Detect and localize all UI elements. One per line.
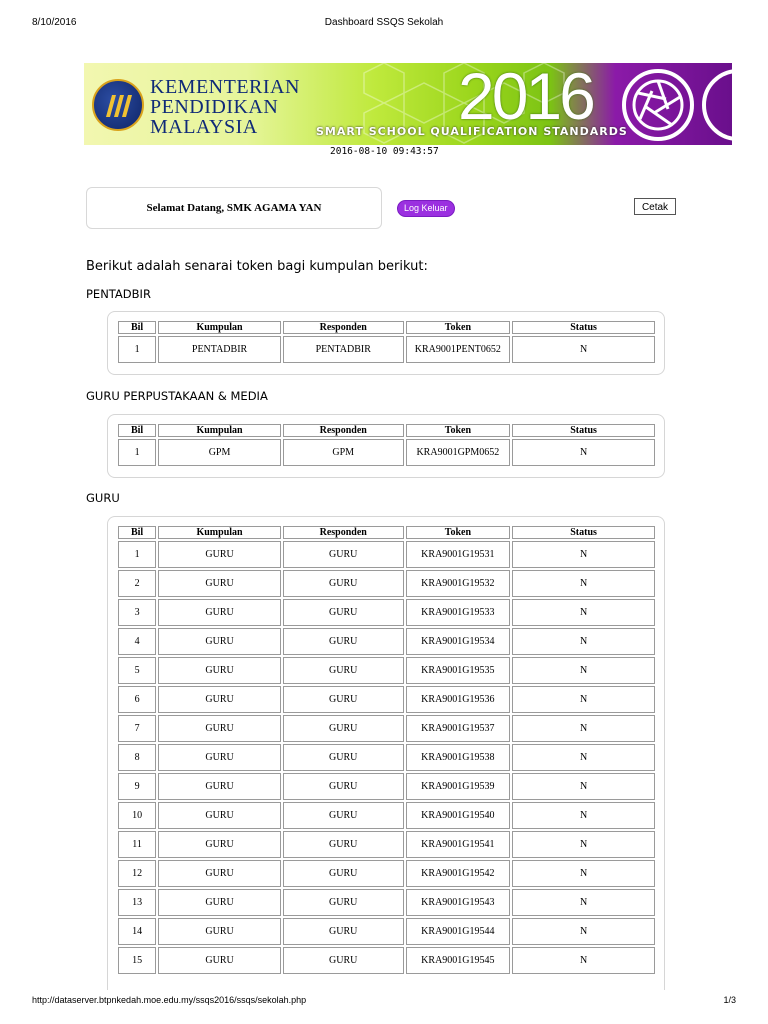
cell-status: N <box>512 831 655 858</box>
cell-status: N <box>512 773 655 800</box>
cell-bil: 10 <box>118 802 156 829</box>
cell-responden: GURU <box>283 541 404 568</box>
print-footer <box>32 995 736 1009</box>
ministry-line-2: PENDIDIKAN <box>150 96 279 118</box>
cell-token: KRA9001G19536 <box>406 686 511 713</box>
cell-bil: 11 <box>118 831 156 858</box>
cell-kumpulan: GURU <box>158 773 281 800</box>
cell-kumpulan: GURU <box>158 599 281 626</box>
table-row <box>118 744 655 771</box>
cell-responden: GURU <box>283 657 404 684</box>
table-row <box>118 570 655 597</box>
cell-status: N <box>512 541 655 568</box>
cell-responden: GURU <box>283 802 404 829</box>
col-status: Status <box>512 321 655 334</box>
table-header-row <box>118 424 655 437</box>
cell-token: KRA9001G19543 <box>406 889 511 916</box>
col-status: Status <box>512 526 655 539</box>
server-timestamp: 2016-08-10 09:43:57 <box>330 146 439 157</box>
cell-token: KRA9001GPM0652 <box>406 439 511 466</box>
table-body <box>118 439 655 466</box>
cell-kumpulan: GURU <box>158 541 281 568</box>
cell-kumpulan: GURU <box>158 628 281 655</box>
table-header-row <box>118 526 655 539</box>
cell-bil: 3 <box>118 599 156 626</box>
ministry-logo-icon <box>102 89 134 121</box>
col-status: Status <box>512 424 655 437</box>
table-row <box>118 439 655 466</box>
decorative-ring-icon <box>702 69 732 141</box>
cell-bil: 1 <box>118 439 156 466</box>
cell-token: KRA9001G19533 <box>406 599 511 626</box>
ssqs-banner <box>84 63 732 145</box>
cell-responden: GURU <box>283 628 404 655</box>
welcome-box <box>86 187 382 229</box>
table-row <box>118 773 655 800</box>
cell-responden: GURU <box>283 599 404 626</box>
token-table-guru <box>116 524 657 976</box>
cell-token: KRA9001G19545 <box>406 947 511 974</box>
table-body <box>118 541 655 974</box>
cell-bil: 4 <box>118 628 156 655</box>
cell-kumpulan: GURU <box>158 715 281 742</box>
cell-status: N <box>512 918 655 945</box>
print-page-number: 1/3 <box>723 995 736 1005</box>
cell-bil: 13 <box>118 889 156 916</box>
col-kumpulan: Kumpulan <box>158 526 281 539</box>
cell-bil: 9 <box>118 773 156 800</box>
ministry-name <box>150 77 300 137</box>
cell-responden: GURU <box>283 773 404 800</box>
cell-token: KRA9001G19537 <box>406 715 511 742</box>
cell-token: KRA9001G19534 <box>406 628 511 655</box>
cell-token: KRA9001G19539 <box>406 773 511 800</box>
table-row <box>118 541 655 568</box>
table-row <box>118 860 655 887</box>
cell-status: N <box>512 570 655 597</box>
intro-text: Berikut adalah senarai token bagi kumpulan berikut: <box>86 259 428 274</box>
table-row <box>118 831 655 858</box>
col-responden: Responden <box>283 526 404 539</box>
cell-responden: GURU <box>283 831 404 858</box>
ministry-line-3: MALAYSIA <box>150 116 258 138</box>
cell-kumpulan: PENTADBIR <box>158 336 281 363</box>
cell-bil: 6 <box>118 686 156 713</box>
print-title: Dashboard SSQS Sekolah <box>324 17 444 28</box>
col-kumpulan: Kumpulan <box>158 424 281 437</box>
col-bil: Bil <box>118 321 156 334</box>
print-button[interactable]: Cetak <box>634 198 676 215</box>
cell-responden: PENTADBIR <box>283 336 404 363</box>
camera-aperture-icon <box>622 69 694 141</box>
cell-token: KRA9001G19541 <box>406 831 511 858</box>
cell-status: N <box>512 336 655 363</box>
col-responden: Responden <box>283 321 404 334</box>
table-card-guru <box>107 516 665 990</box>
table-card-pentadbir <box>107 311 665 375</box>
table-body <box>118 336 655 363</box>
cell-responden: GURU <box>283 744 404 771</box>
cell-responden: GURU <box>283 889 404 916</box>
cell-status: N <box>512 439 655 466</box>
cell-bil: 12 <box>118 860 156 887</box>
banner-year: 2016 <box>458 63 593 133</box>
print-header <box>32 17 736 31</box>
cell-token: KRA9001G19531 <box>406 541 511 568</box>
table-row <box>118 947 655 974</box>
cell-kumpulan: GURU <box>158 686 281 713</box>
cell-token: KRA9001G19532 <box>406 570 511 597</box>
cell-status: N <box>512 657 655 684</box>
col-bil: Bil <box>118 526 156 539</box>
table-row <box>118 802 655 829</box>
cell-token: KRA9001G19535 <box>406 657 511 684</box>
cell-kumpulan: GURU <box>158 918 281 945</box>
cell-token: KRA9001PENT0652 <box>406 336 511 363</box>
cell-status: N <box>512 744 655 771</box>
cell-bil: 1 <box>118 336 156 363</box>
cell-responden: GURU <box>283 947 404 974</box>
cell-status: N <box>512 599 655 626</box>
cell-responden: GPM <box>283 439 404 466</box>
col-token: Token <box>406 526 511 539</box>
cell-status: N <box>512 686 655 713</box>
cell-responden: GURU <box>283 715 404 742</box>
token-table-gpm <box>116 422 657 468</box>
cell-kumpulan: GURU <box>158 889 281 916</box>
table-row <box>118 599 655 626</box>
cell-responden: GURU <box>283 570 404 597</box>
col-bil: Bil <box>118 424 156 437</box>
table-row <box>118 628 655 655</box>
cell-kumpulan: GPM <box>158 439 281 466</box>
table-row <box>118 918 655 945</box>
cell-kumpulan: GURU <box>158 831 281 858</box>
banner-subtitle: SMART SCHOOL QUALIFICATION STANDARDS <box>316 125 628 138</box>
group-heading-guru: GURU <box>86 491 120 505</box>
cell-bil: 2 <box>118 570 156 597</box>
cell-kumpulan: GURU <box>158 860 281 887</box>
cell-status: N <box>512 628 655 655</box>
cell-kumpulan: GURU <box>158 947 281 974</box>
cell-bil: 1 <box>118 541 156 568</box>
welcome-text: Selamat Datang, SMK AGAMA YAN <box>146 202 322 214</box>
col-responden: Responden <box>283 424 404 437</box>
table-row <box>118 686 655 713</box>
print-date: 8/10/2016 <box>32 17 77 28</box>
cell-bil: 8 <box>118 744 156 771</box>
table-row <box>118 715 655 742</box>
cell-status: N <box>512 715 655 742</box>
ministry-line-1: KEMENTERIAN <box>150 76 300 98</box>
cell-bil: 15 <box>118 947 156 974</box>
cell-token: KRA9001G19538 <box>406 744 511 771</box>
cell-status: N <box>512 860 655 887</box>
cell-bil: 7 <box>118 715 156 742</box>
cell-responden: GURU <box>283 918 404 945</box>
cell-token: KRA9001G19542 <box>406 860 511 887</box>
table-row <box>118 336 655 363</box>
cell-kumpulan: GURU <box>158 570 281 597</box>
cell-kumpulan: GURU <box>158 802 281 829</box>
cell-responden: GURU <box>283 860 404 887</box>
cell-status: N <box>512 947 655 974</box>
table-card-gpm <box>107 414 665 478</box>
cell-bil: 5 <box>118 657 156 684</box>
col-token: Token <box>406 321 511 334</box>
table-header-row <box>118 321 655 334</box>
cell-status: N <box>512 889 655 916</box>
token-table-pentadbir <box>116 319 657 365</box>
ministry-logo <box>92 79 144 131</box>
cell-status: N <box>512 802 655 829</box>
cell-token: KRA9001G19544 <box>406 918 511 945</box>
group-heading-gpm: GURU PERPUSTAKAAN & MEDIA <box>86 389 268 403</box>
cell-responden: GURU <box>283 686 404 713</box>
col-token: Token <box>406 424 511 437</box>
cell-kumpulan: GURU <box>158 744 281 771</box>
table-row <box>118 889 655 916</box>
cell-kumpulan: GURU <box>158 657 281 684</box>
col-kumpulan: Kumpulan <box>158 321 281 334</box>
table-row <box>118 657 655 684</box>
cell-bil: 14 <box>118 918 156 945</box>
print-url: http://dataserver.btpnkedah.moe.edu.my/ssqs2016/ssqs/sekolah.php <box>32 995 307 1005</box>
group-heading-pentadbir: PENTADBIR <box>86 287 151 301</box>
logout-button[interactable]: Log Keluar <box>397 200 455 217</box>
cell-token: KRA9001G19540 <box>406 802 511 829</box>
